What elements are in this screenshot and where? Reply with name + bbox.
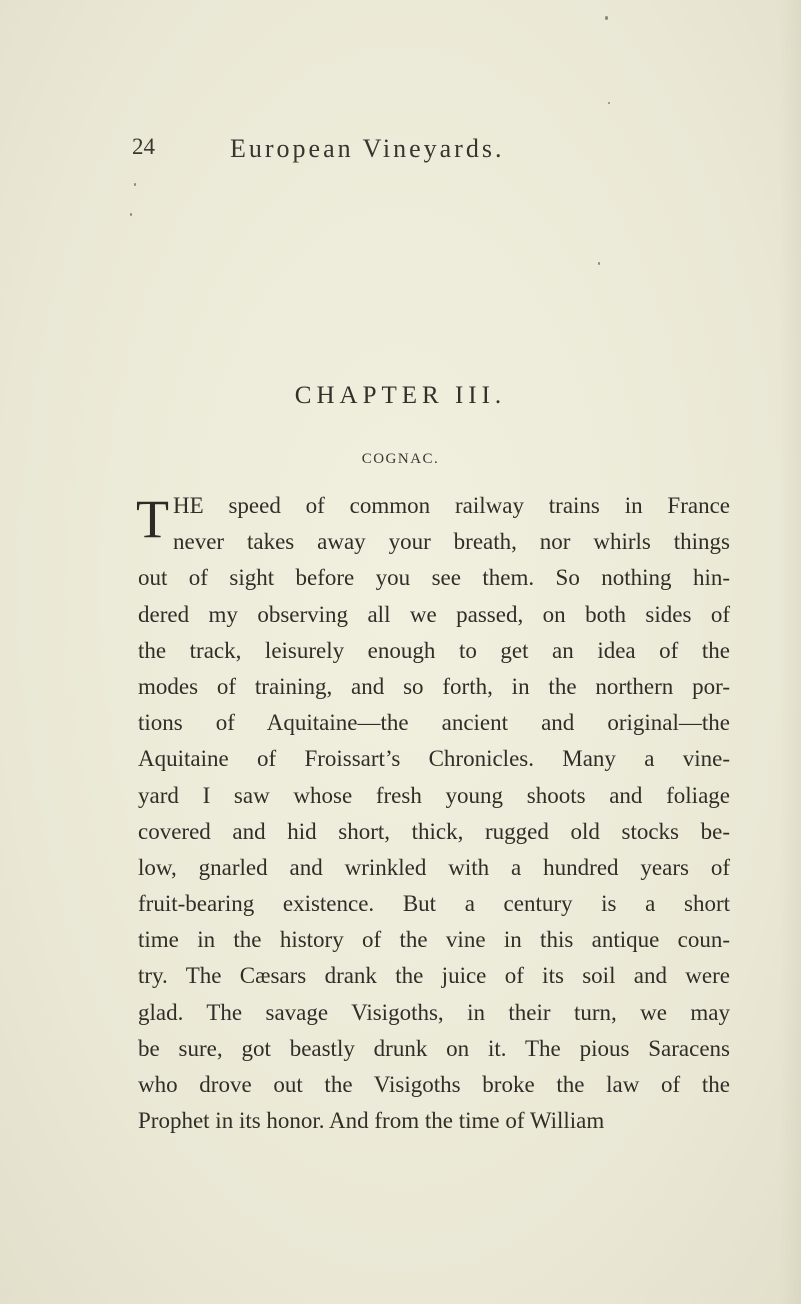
text-line: tions of Aquitaine—the ancient and original—the: [138, 710, 730, 736]
paper-speck: [130, 213, 132, 216]
text-line: never takes away your breath, nor whirls things: [173, 529, 730, 555]
text-line: low, gnarled and wrinkled with a hundred years of: [138, 854, 730, 880]
text-line: who drove out the Visigoths broke the law of the: [138, 1072, 730, 1097]
text-line: the track, leisurely enough to get an idea of the: [138, 637, 730, 663]
paper-speck: [598, 262, 600, 265]
drop-cap: T: [136, 489, 169, 549]
chapter-title: CHAPTER III.: [294, 382, 507, 409]
chapter-subtitle: COGNAC.: [361, 451, 440, 467]
text-line: Prophet in its honor. And from the time of William: [138, 1108, 605, 1134]
text-line: yard I saw whose fresh young shoots and foliage: [138, 782, 730, 808]
text-line: try. The Cæsars drank the juice of its soil and were: [138, 963, 730, 989]
text-line: glad. The savage Visigoths, in their turn, we may: [138, 999, 730, 1025]
text-line: HE speed of common railway trains in France: [173, 493, 730, 518]
paper-speck: [605, 16, 608, 20]
paper-speck: [134, 183, 136, 186]
text-line: time in the history of the vine in this antique coun-: [138, 927, 730, 953]
page-header: [132, 134, 752, 174]
text-line: out of sight before you see them. So nothing hin-: [138, 565, 730, 591]
text-line: modes of training, and so forth, in the northern por-: [138, 673, 730, 699]
text-line: dered my observing all we passed, on both sides of: [138, 601, 730, 627]
text-line: Aquitaine of Froissart’s Chronicles. Many a vine-: [138, 746, 730, 772]
body-text: [138, 488, 730, 1139]
paper-speck: [608, 102, 610, 104]
page-number: 24: [132, 134, 155, 159]
text-line: be sure, got beastly drunk on it. The pious Saracens: [138, 1035, 730, 1061]
text-line: fruit-bearing existence. But a century is a short: [138, 891, 730, 917]
page-edge-shadow: [779, 0, 801, 1304]
text-line: covered and hid short, thick, rugged old stocks be-: [138, 818, 730, 844]
running-head: European Vineyards.: [230, 134, 505, 163]
